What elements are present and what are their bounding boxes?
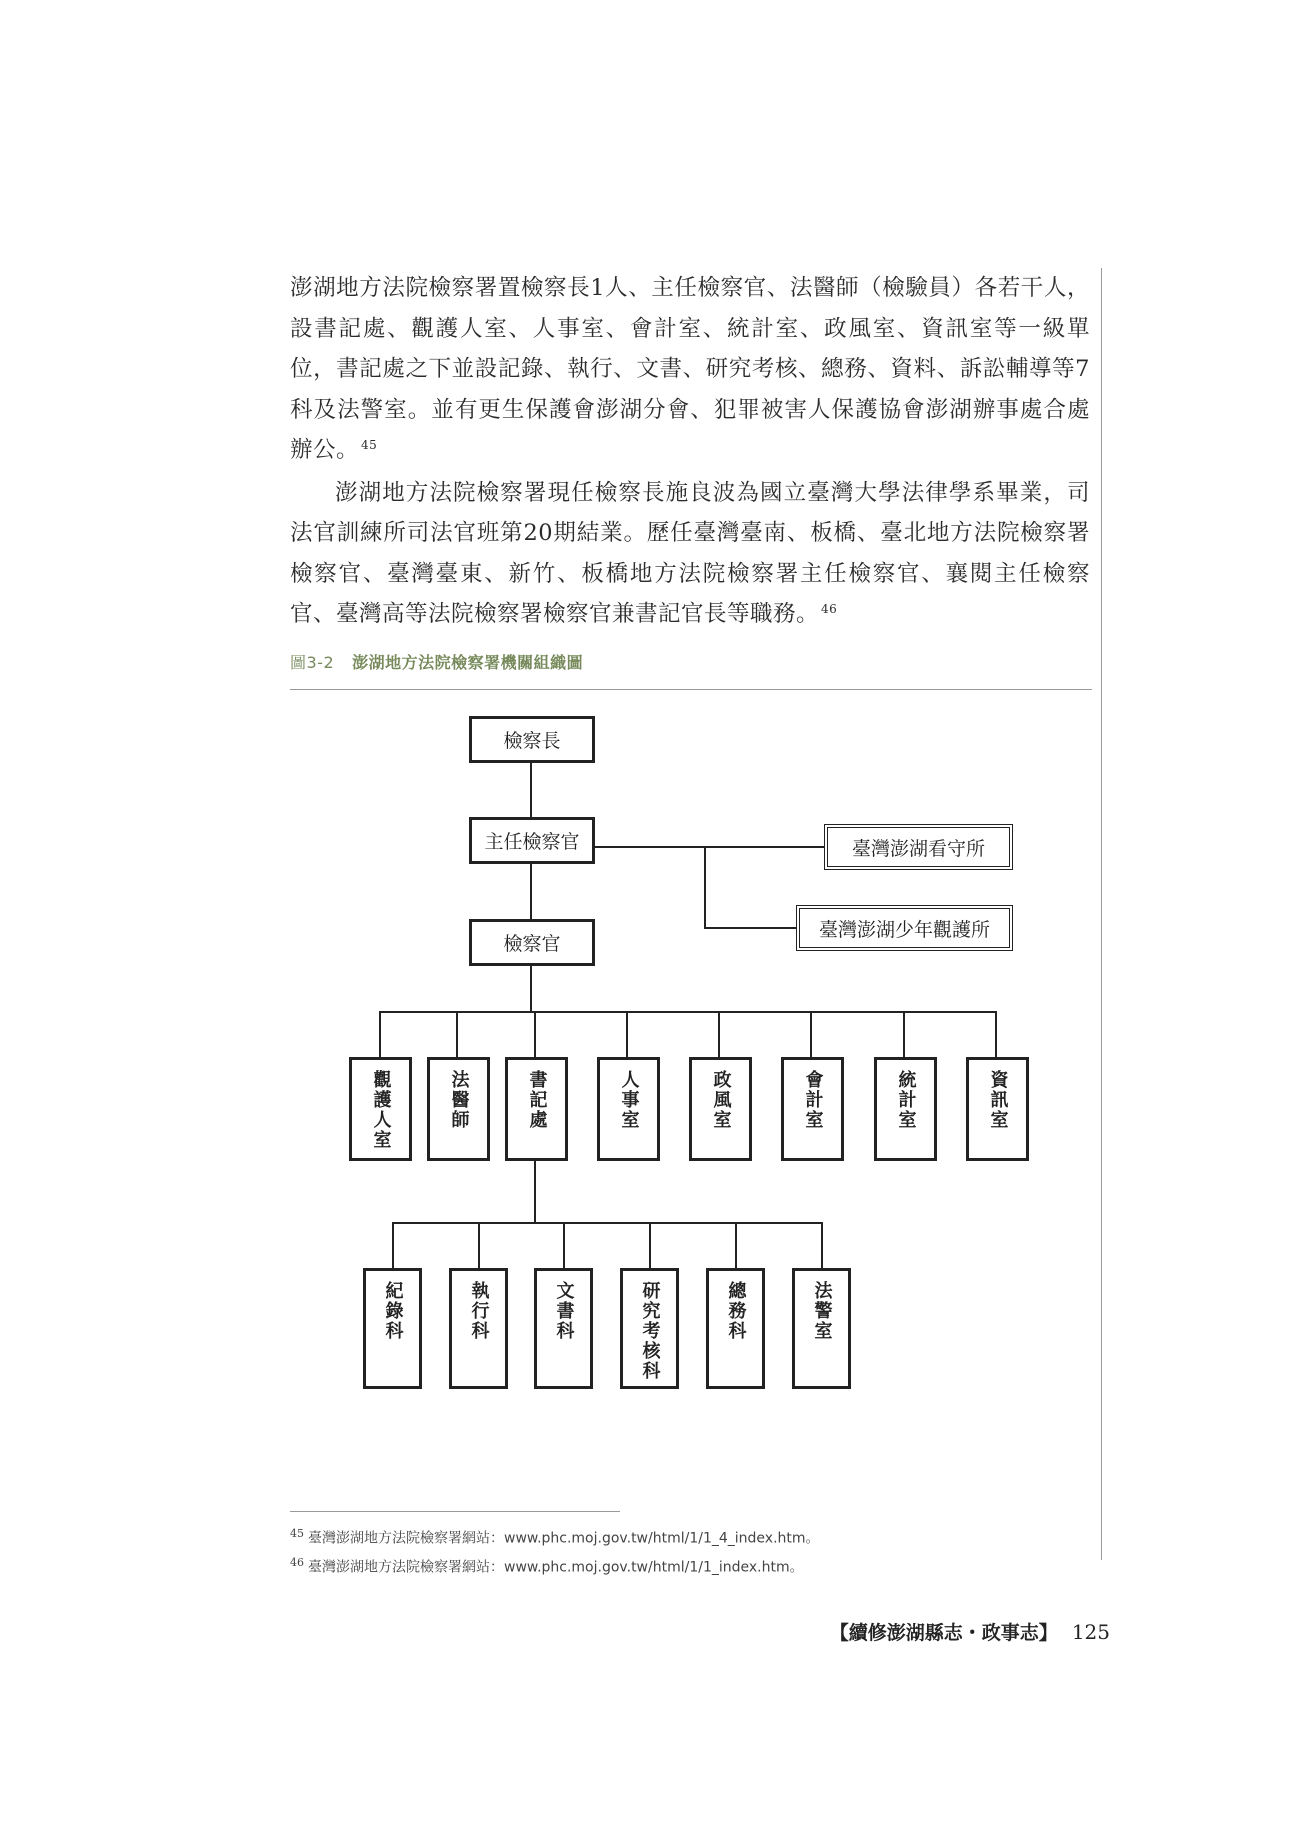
footnote-number: 45	[290, 1527, 304, 1540]
org-unit-clerk-office	[505, 1057, 568, 1161]
footnote-text: 臺灣澎湖地方法院檢察署網站：www.phc.moj.gov.tw/html/1/1_index.htm。	[308, 1559, 804, 1576]
connector	[530, 965, 532, 1012]
footnote-divider	[290, 1511, 620, 1512]
org-unit	[689, 1057, 752, 1161]
connector	[810, 1011, 812, 1058]
org-unit	[781, 1057, 844, 1161]
connector	[649, 1222, 651, 1269]
figure-number: 圖3-2	[290, 653, 335, 672]
running-footer	[830, 1618, 1110, 1645]
org-node-label: 檢察官	[503, 933, 561, 955]
org-section	[620, 1268, 679, 1389]
org-node-prosecutor	[469, 919, 595, 966]
org-unit-label: 人事室	[618, 1070, 640, 1130]
footnote-text: 臺灣澎湖地方法院檢察署網站：www.phc.moj.gov.tw/html/1/1_4_index.htm。	[308, 1530, 820, 1547]
connector	[735, 1222, 737, 1269]
connector	[392, 1222, 394, 1269]
body-text	[290, 268, 1090, 635]
org-node-label: 主任檢察官	[484, 831, 580, 853]
footnote-45	[290, 1522, 820, 1551]
paragraph-2-text: 澎湖地方法院檢察署現任檢察長施良波為國立臺灣大學法律學系畢業，司法官訓練所司法官班第20期結業。歷任臺灣臺南、板橋、臺北地方法院檢察署檢察官、臺灣臺東、新竹、板橋地方法院檢察署主任檢察官、襄閱主任檢察官、臺灣高等法院檢察署檢察官兼書記官長等職務。	[290, 479, 1090, 627]
org-section-label: 文書科	[553, 1281, 575, 1341]
connector	[704, 927, 798, 929]
connector	[626, 1011, 628, 1058]
connector	[392, 1222, 823, 1224]
org-section	[792, 1268, 851, 1389]
org-unit-label: 書記處	[526, 1070, 548, 1130]
org-section	[534, 1268, 593, 1389]
org-node-chief-prosecutor	[469, 817, 595, 864]
org-node-detention-center	[824, 824, 1013, 870]
org-section-label: 研究考核科	[639, 1281, 661, 1381]
caption-divider	[290, 689, 1092, 690]
org-section-label: 執行科	[468, 1281, 490, 1341]
org-section-label: 法警室	[811, 1281, 833, 1341]
connector	[718, 1011, 720, 1058]
connector	[534, 1011, 536, 1058]
org-unit	[597, 1057, 660, 1161]
org-section	[706, 1268, 765, 1389]
org-unit-label: 法醫師	[448, 1070, 470, 1130]
org-unit	[874, 1057, 937, 1161]
org-node-label: 臺灣澎湖少年觀護所	[818, 918, 990, 941]
connector	[478, 1222, 480, 1269]
connector	[530, 762, 532, 818]
figure-title: 澎湖地方法院檢察署機關組織圖	[352, 653, 584, 672]
org-node-juvenile-detention	[796, 905, 1013, 951]
org-node-label: 臺灣澎湖看守所	[851, 837, 985, 860]
org-section-label: 紀錄科	[382, 1281, 404, 1341]
org-node-label: 檢察長	[503, 730, 561, 752]
org-section	[363, 1268, 422, 1389]
org-unit-label: 觀護人室	[370, 1070, 392, 1150]
connector	[534, 1160, 536, 1223]
footnote-ref-46[interactable]: 46	[821, 601, 838, 616]
org-unit-label: 會計室	[802, 1070, 824, 1130]
org-section-label: 總務科	[725, 1281, 747, 1341]
footnote-number: 46	[290, 1555, 304, 1569]
footnote-ref-45[interactable]: 45	[361, 437, 378, 452]
connector	[379, 1011, 381, 1058]
org-unit	[427, 1057, 490, 1161]
org-unit	[349, 1057, 412, 1161]
org-section	[449, 1268, 508, 1389]
page-number: 125	[1071, 1620, 1110, 1644]
connector	[995, 1011, 997, 1058]
connector	[456, 1011, 458, 1058]
org-unit-label: 政風室	[710, 1070, 732, 1130]
connector	[563, 1222, 565, 1269]
paragraph-1-text: 澎湖地方法院檢察署置檢察長1人、主任檢察官、法醫師（檢驗員）各若干人，設書記處、觀護人室、人事室、會計室、統計室、政風室、資訊室等一級單位，書記處之下並設記錄、執行、文書、研究考核、總務、資料、訴訟輔導等7科及法警室。並有更生保護會澎湖分會、犯罪被害人保護協會澎湖辦事處合處辦公。	[290, 275, 1090, 463]
margin-rule	[1101, 268, 1102, 1560]
paragraph-1	[290, 268, 1090, 471]
book-title: 【續修澎湖縣志・政事志】	[829, 1622, 1058, 1644]
footnotes	[290, 1522, 820, 1579]
paragraph-2	[290, 473, 1090, 635]
org-unit	[966, 1057, 1029, 1161]
org-node-head	[469, 716, 595, 763]
connector	[821, 1222, 823, 1269]
connector	[530, 863, 532, 920]
org-unit-label: 統計室	[895, 1070, 917, 1130]
connector	[704, 846, 706, 929]
org-unit-label: 資訊室	[987, 1070, 1009, 1130]
figure-caption	[290, 650, 583, 673]
connector	[903, 1011, 905, 1058]
footnote-46	[290, 1551, 820, 1580]
connector	[594, 846, 826, 848]
